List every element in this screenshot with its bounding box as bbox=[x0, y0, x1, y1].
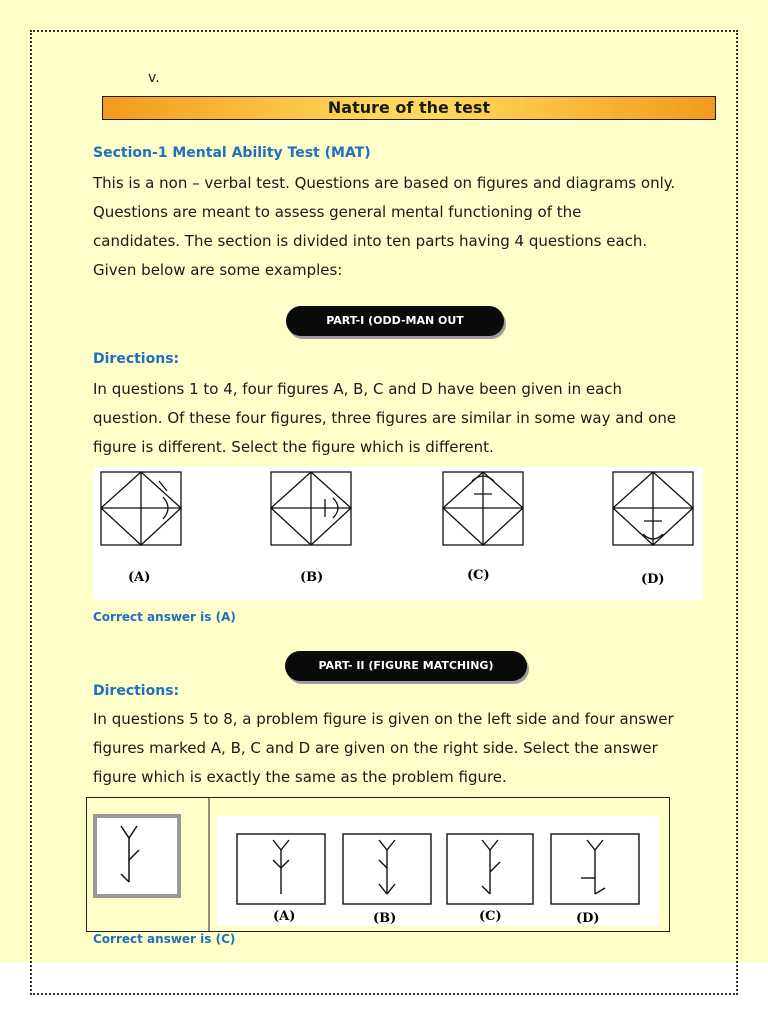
figure-label-d: (D) bbox=[641, 572, 665, 587]
directions-line: In questions 5 to 8, a problem figure is given on the left side and four answer bbox=[93, 710, 674, 728]
intro-line: Given below are some examples: bbox=[93, 261, 343, 279]
directions-line: figures marked A, B, C and D are given on the right side. Select the answer bbox=[93, 739, 658, 757]
answer-label-c: (C) bbox=[479, 909, 502, 924]
directions-line: question. Of these four figures, three figures are similar in some way and one bbox=[93, 409, 677, 427]
section-heading: Section-1 Mental Ability Test (MAT) bbox=[93, 145, 371, 161]
directions-line: figure is different. Select the figure which is different. bbox=[93, 438, 494, 456]
intro-paragraph bbox=[93, 169, 713, 285]
figure-label-a: (A) bbox=[128, 570, 151, 585]
part2-directions-text bbox=[93, 705, 713, 792]
figure-c bbox=[443, 472, 523, 545]
intro-line: candidates. The section is divided into ten parts having 4 questions each. bbox=[93, 232, 648, 250]
figure-label-c: (C) bbox=[467, 568, 490, 583]
figure-label-b: (B) bbox=[300, 570, 324, 585]
figure-d bbox=[613, 472, 693, 545]
part2-directions-label: Directions: bbox=[93, 683, 180, 699]
answer-label-b: (B) bbox=[373, 911, 397, 926]
odd-man-out-figure bbox=[93, 467, 703, 600]
figure-a bbox=[101, 472, 181, 545]
part2-answer: Correct answer is (C) bbox=[93, 932, 236, 946]
part1-directions-label: Directions: bbox=[93, 351, 180, 367]
figure-b bbox=[271, 472, 351, 545]
intro-line: Questions are meant to assess general mental functioning of the bbox=[93, 203, 582, 221]
intro-line: This is a non – verbal test. Questions are based on figures and diagrams only. bbox=[93, 174, 676, 192]
part1-answer: Correct answer is (A) bbox=[93, 610, 236, 624]
directions-line: In questions 1 to 4, four figures A, B, C and D have been given in each bbox=[93, 380, 623, 398]
part2-pill: PART- II (FIGURE MATCHING) bbox=[285, 651, 527, 681]
directions-line: figure which is exactly the same as the problem figure. bbox=[93, 768, 507, 786]
answer-label-d: (D) bbox=[576, 911, 600, 926]
page-title: Nature of the test bbox=[102, 96, 716, 120]
figure-matching-figure bbox=[86, 797, 670, 932]
part1-directions-text bbox=[93, 375, 713, 462]
list-marker: v. bbox=[148, 70, 160, 86]
part1-pill: PART-I (ODD-MAN OUT bbox=[286, 306, 504, 336]
answer-label-a: (A) bbox=[273, 909, 296, 924]
